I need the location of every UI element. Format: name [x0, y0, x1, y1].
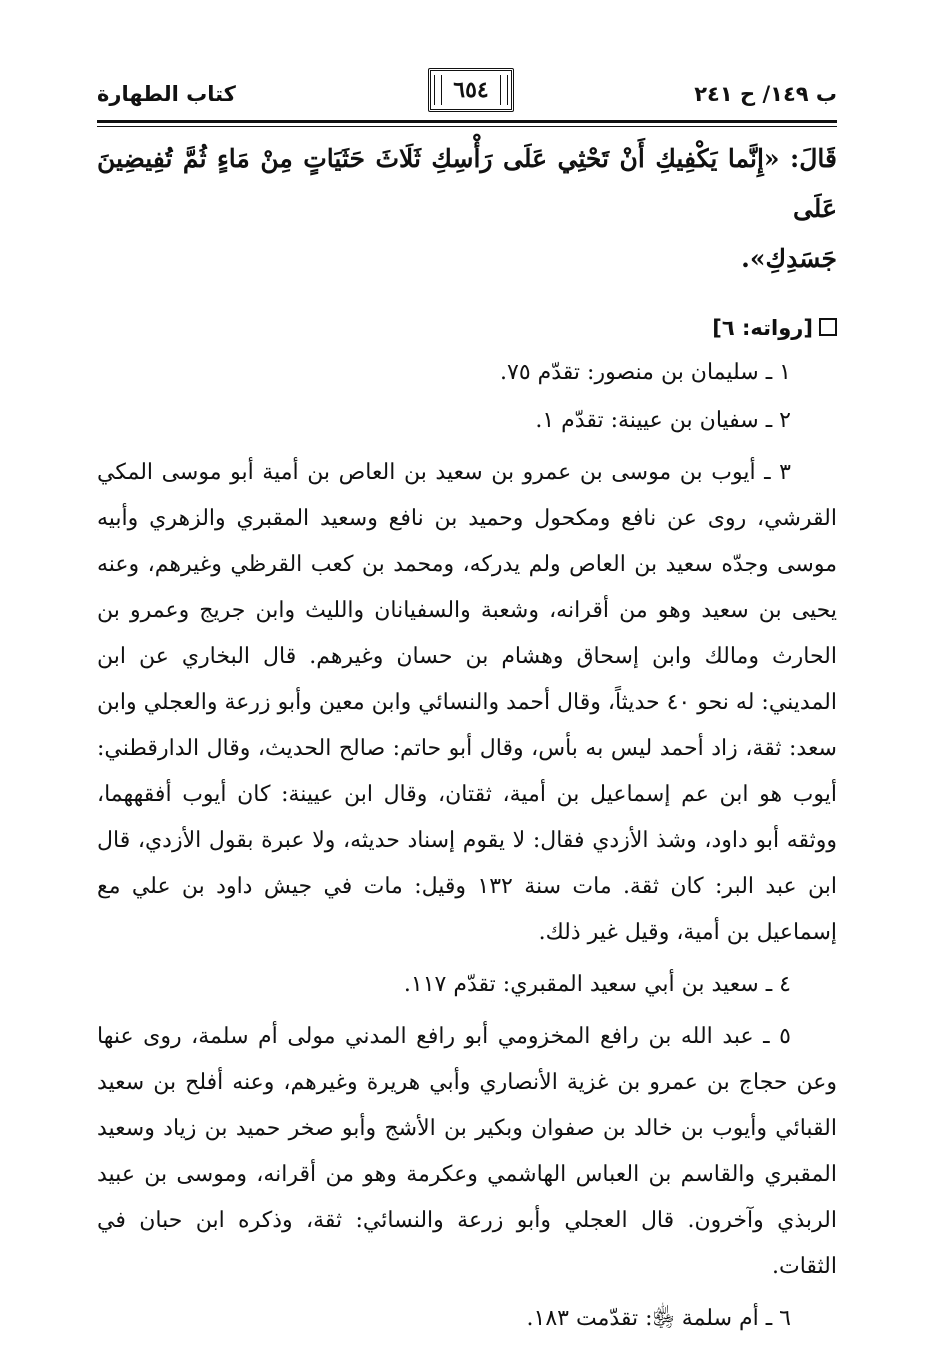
square-bullet-icon — [819, 318, 837, 336]
hadith-text — [97, 134, 837, 284]
narrators-heading-label: [رواته: ٦] — [712, 316, 813, 340]
page-number: ٦٥٤ — [453, 77, 489, 103]
narrator-entry: ٣ ـ أيوب بن موسى بن عمرو بن سعيد بن العاص بن أمية أبو موسى المكي القرشي، روى عن نافع ومكحول وحميد بن نافع وسعيد المقبري والزهري وأبيه موسى وجدّه سعيد بن العاص ولم يدركه، ومحمد بن كعب القرظي وغيرهم، وعنه يحيى بن سعيد وهو من أقرانه، وشعبة والسفيانان والليث وابن جريج وعمرو بن الحارث ومالك وابن إسحاق وهشام بن حسان وغيرهم. قال البخاري عن ابن المديني: له نحو ٤٠ حديثاً، وقال أحمد والنسائي وابن معين وأبو زرعة والعجلي وابن سعد: ثقة، زاد أحمد ليس به بأس، وقال أبو حاتم: صالح الحديث، وقال الدارقطني: أيوب هو ابن عم إسماعيل بن أمية، ثقتان، وقال ابن عيينة: كان أيوب أفقههما، ووثقه أبو داود، وشذ الأزدي فقال: لا يقوم إسناد حديثه، ولا عبرة بقول الأزدي، قال ابن عبد البر: كان ثقة. مات سنة ١٣٢ وقيل: مات في جيش داود بن علي مع إسماعيل بن أمية، وقيل غير ذلك. — [97, 460, 837, 945]
hadith-reference: ب ١٤٩/ ح ٢٤١ — [694, 82, 837, 106]
book-title: كتاب الطهارة — [97, 82, 236, 106]
narrator-entry: ٢ ـ سفيان بن عيينة: تقدّم ١. — [535, 408, 791, 433]
hadith-line: قَالَ: «إِنَّما يَكْفِيكِ أَنْ تَحْثِي عَلَى رَأْسِكِ ثَلَاثَ حَثَيَاتٍ مِنْ مَاءٍ ثُمَّ تُفِيضِينَ عَلَى — [97, 144, 837, 223]
header-rule — [97, 120, 837, 127]
page-number-frame — [428, 68, 514, 112]
narrator-entry: ٦ ـ أم سلمة ﵂: تقدّمت ١٨٣. — [526, 1306, 791, 1331]
narrator-entry: ٥ ـ عبد الله بن رافع المخزومي أبو رافع المدني مولى أم سلمة، روى عنها وعن حجاج بن عمرو بن غزية الأنصاري وأبي هريرة وغيرهم، وعنه أفلح بن سعيد القبائي وأيوب بن خالد بن صفوان وبكير بن الأشج وأبو صخر حميد بن زياد وسعيد المقبري والقاسم بن العباس الهاشمي وعكرمة وهو من أقرانه، وموسى بن عبيد الربذي وآخرون. قال العجلي وأبو زرعة والنسائي: ثقة، وذكره ابن حبان في الثقات. — [97, 1024, 837, 1279]
hadith-tail: جَسَدِكِ». — [741, 244, 837, 273]
page-body — [97, 134, 837, 1342]
narrators-heading — [97, 308, 837, 348]
narrator-entry: ٤ ـ سعيد بن أبي سعيد المقبري: تقدّم ١١٧. — [403, 972, 791, 997]
page-header — [97, 66, 837, 122]
narrator-entry: ١ ـ سليمان بن منصور: تقدّم ٧٥. — [500, 360, 791, 385]
